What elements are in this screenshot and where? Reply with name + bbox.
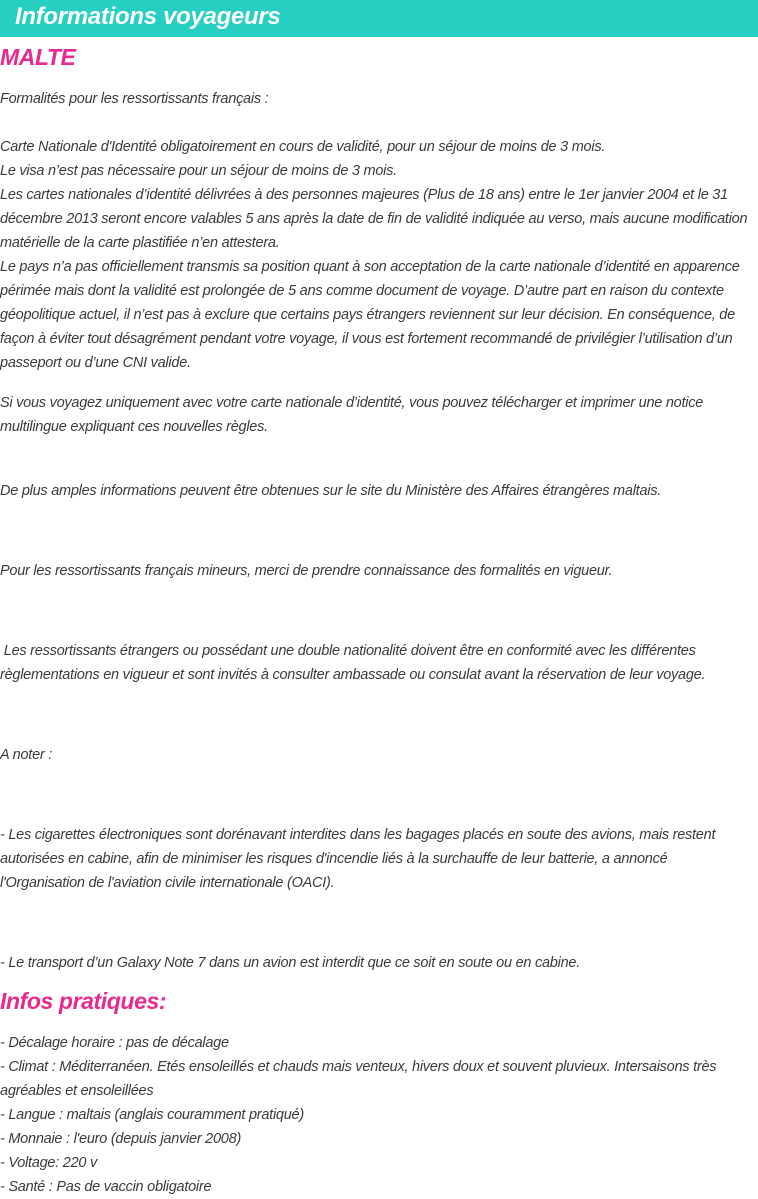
text-line: Les cartes nationales d’identité délivrées à des personnes majeures (Plus de 18 ans) entre le 1er janvier 2004 et le 31	[0, 187, 728, 203]
text-line: passeport ou d’une CNI valide.	[0, 355, 191, 371]
text-line: De plus amples informations peuvent être obtenues sur le site du Ministère des Affaires étrangères maltais.	[0, 483, 662, 499]
text-line: autorisées en cabine, afin de minimiser les risques d'incendie liés à la surchauffe de leur batterie, a annoncé	[0, 851, 668, 867]
text-line: Carte Nationale d'Identité obligatoirement en cours de validité, pour un séjour de moins de 3 mois.	[0, 139, 606, 155]
ministry-paragraph	[0, 479, 758, 503]
text-line: Les ressortissants étrangers ou possédant une double nationalité doivent être en conformité avec les différentes	[0, 643, 696, 659]
list-item: agréables et ensoleillées	[0, 1083, 154, 1099]
text-line: Le pays n’a pas officiellement transmis sa position quant à son acceptation de la carte nationale d’identité en apparence	[0, 259, 740, 275]
text-line: l'Organisation de l'aviation civile internationale (OACI).	[0, 875, 335, 891]
text-line: matérielle de la carte plastifiée n’en attestera.	[0, 235, 280, 251]
page-title: Informations voyageurs	[15, 3, 281, 30]
text-line: Pour les ressortissants français mineurs, merci de prendre connaissance des formalités en vigueur.	[0, 563, 613, 579]
formalities-intro	[0, 87, 758, 111]
practical-info-list	[0, 1031, 758, 1199]
list-item: - Décalage horaire : pas de décalage	[0, 1035, 229, 1051]
header-bar	[0, 0, 758, 37]
text-line: - Le transport d’un Galaxy Note 7 dans un avion est interdit que ce soit en soute ou en cabine.	[0, 955, 580, 971]
text-line: multilingue expliquant ces nouvelles règles.	[0, 419, 268, 435]
list-item: - Langue : maltais (anglais couramment pratiqué)	[0, 1107, 304, 1123]
list-item: - Voltage: 220 v	[0, 1155, 98, 1171]
list-item: - Monnaie : l'euro (depuis janvier 2008)	[0, 1131, 242, 1147]
cigarettes-paragraph	[0, 823, 758, 895]
text-line: géopolitique actuel, il n’est pas à exclure que certains pays étrangers reviennent sur leur décision. En conséquence, de	[0, 307, 735, 323]
text-line: décembre 2013 seront encore valables 5 ans après la date de fin de validité indiquée au verso, mais aucune modification	[0, 211, 748, 227]
text-line: règlementations en vigueur et sont invités à consulter ambassade ou consulat avant la réservation de leur voyage.	[0, 667, 706, 683]
list-item: - Climat : Méditerranéen. Etés ensoleillés et chauds mais venteux, hivers doux et souvent pluvieux. Intersaisons très	[0, 1059, 717, 1075]
text-line: Formalités pour les ressortissants français :	[0, 91, 269, 107]
practical-info-heading: Infos pratiques:	[0, 988, 167, 1014]
minors-paragraph	[0, 559, 758, 583]
text-line: façon à éviter tout désagrément pendant votre voyage, il vous est fortement recommandé de privilégier l’utilisation d’un	[0, 331, 733, 347]
text-line: périmée mais dont la validité est prolongée de 5 ans comme document de voyage. D’autre part en raison du contexte	[0, 283, 724, 299]
note-label	[0, 743, 758, 767]
text-line: Le visa n’est pas nécessaire pour un séjour de moins de 3 mois.	[0, 163, 397, 179]
text-line: A noter :	[0, 747, 53, 763]
text-line: Si vous voyagez uniquement avec votre carte nationale d’identité, vous pouvez télécharger et imprimer une notice	[0, 395, 704, 411]
country-heading: MALTE	[0, 44, 76, 70]
notice-paragraph	[0, 391, 758, 439]
galaxy-paragraph	[0, 951, 758, 975]
formalities-block	[0, 135, 758, 375]
list-item: - Santé : Pas de vaccin obligatoire	[0, 1179, 212, 1195]
foreign-nationals-paragraph	[0, 639, 758, 687]
text-line: - Les cigarettes électroniques sont dorénavant interdites dans les bagages placés en soute des avions, mais restent	[0, 827, 716, 843]
